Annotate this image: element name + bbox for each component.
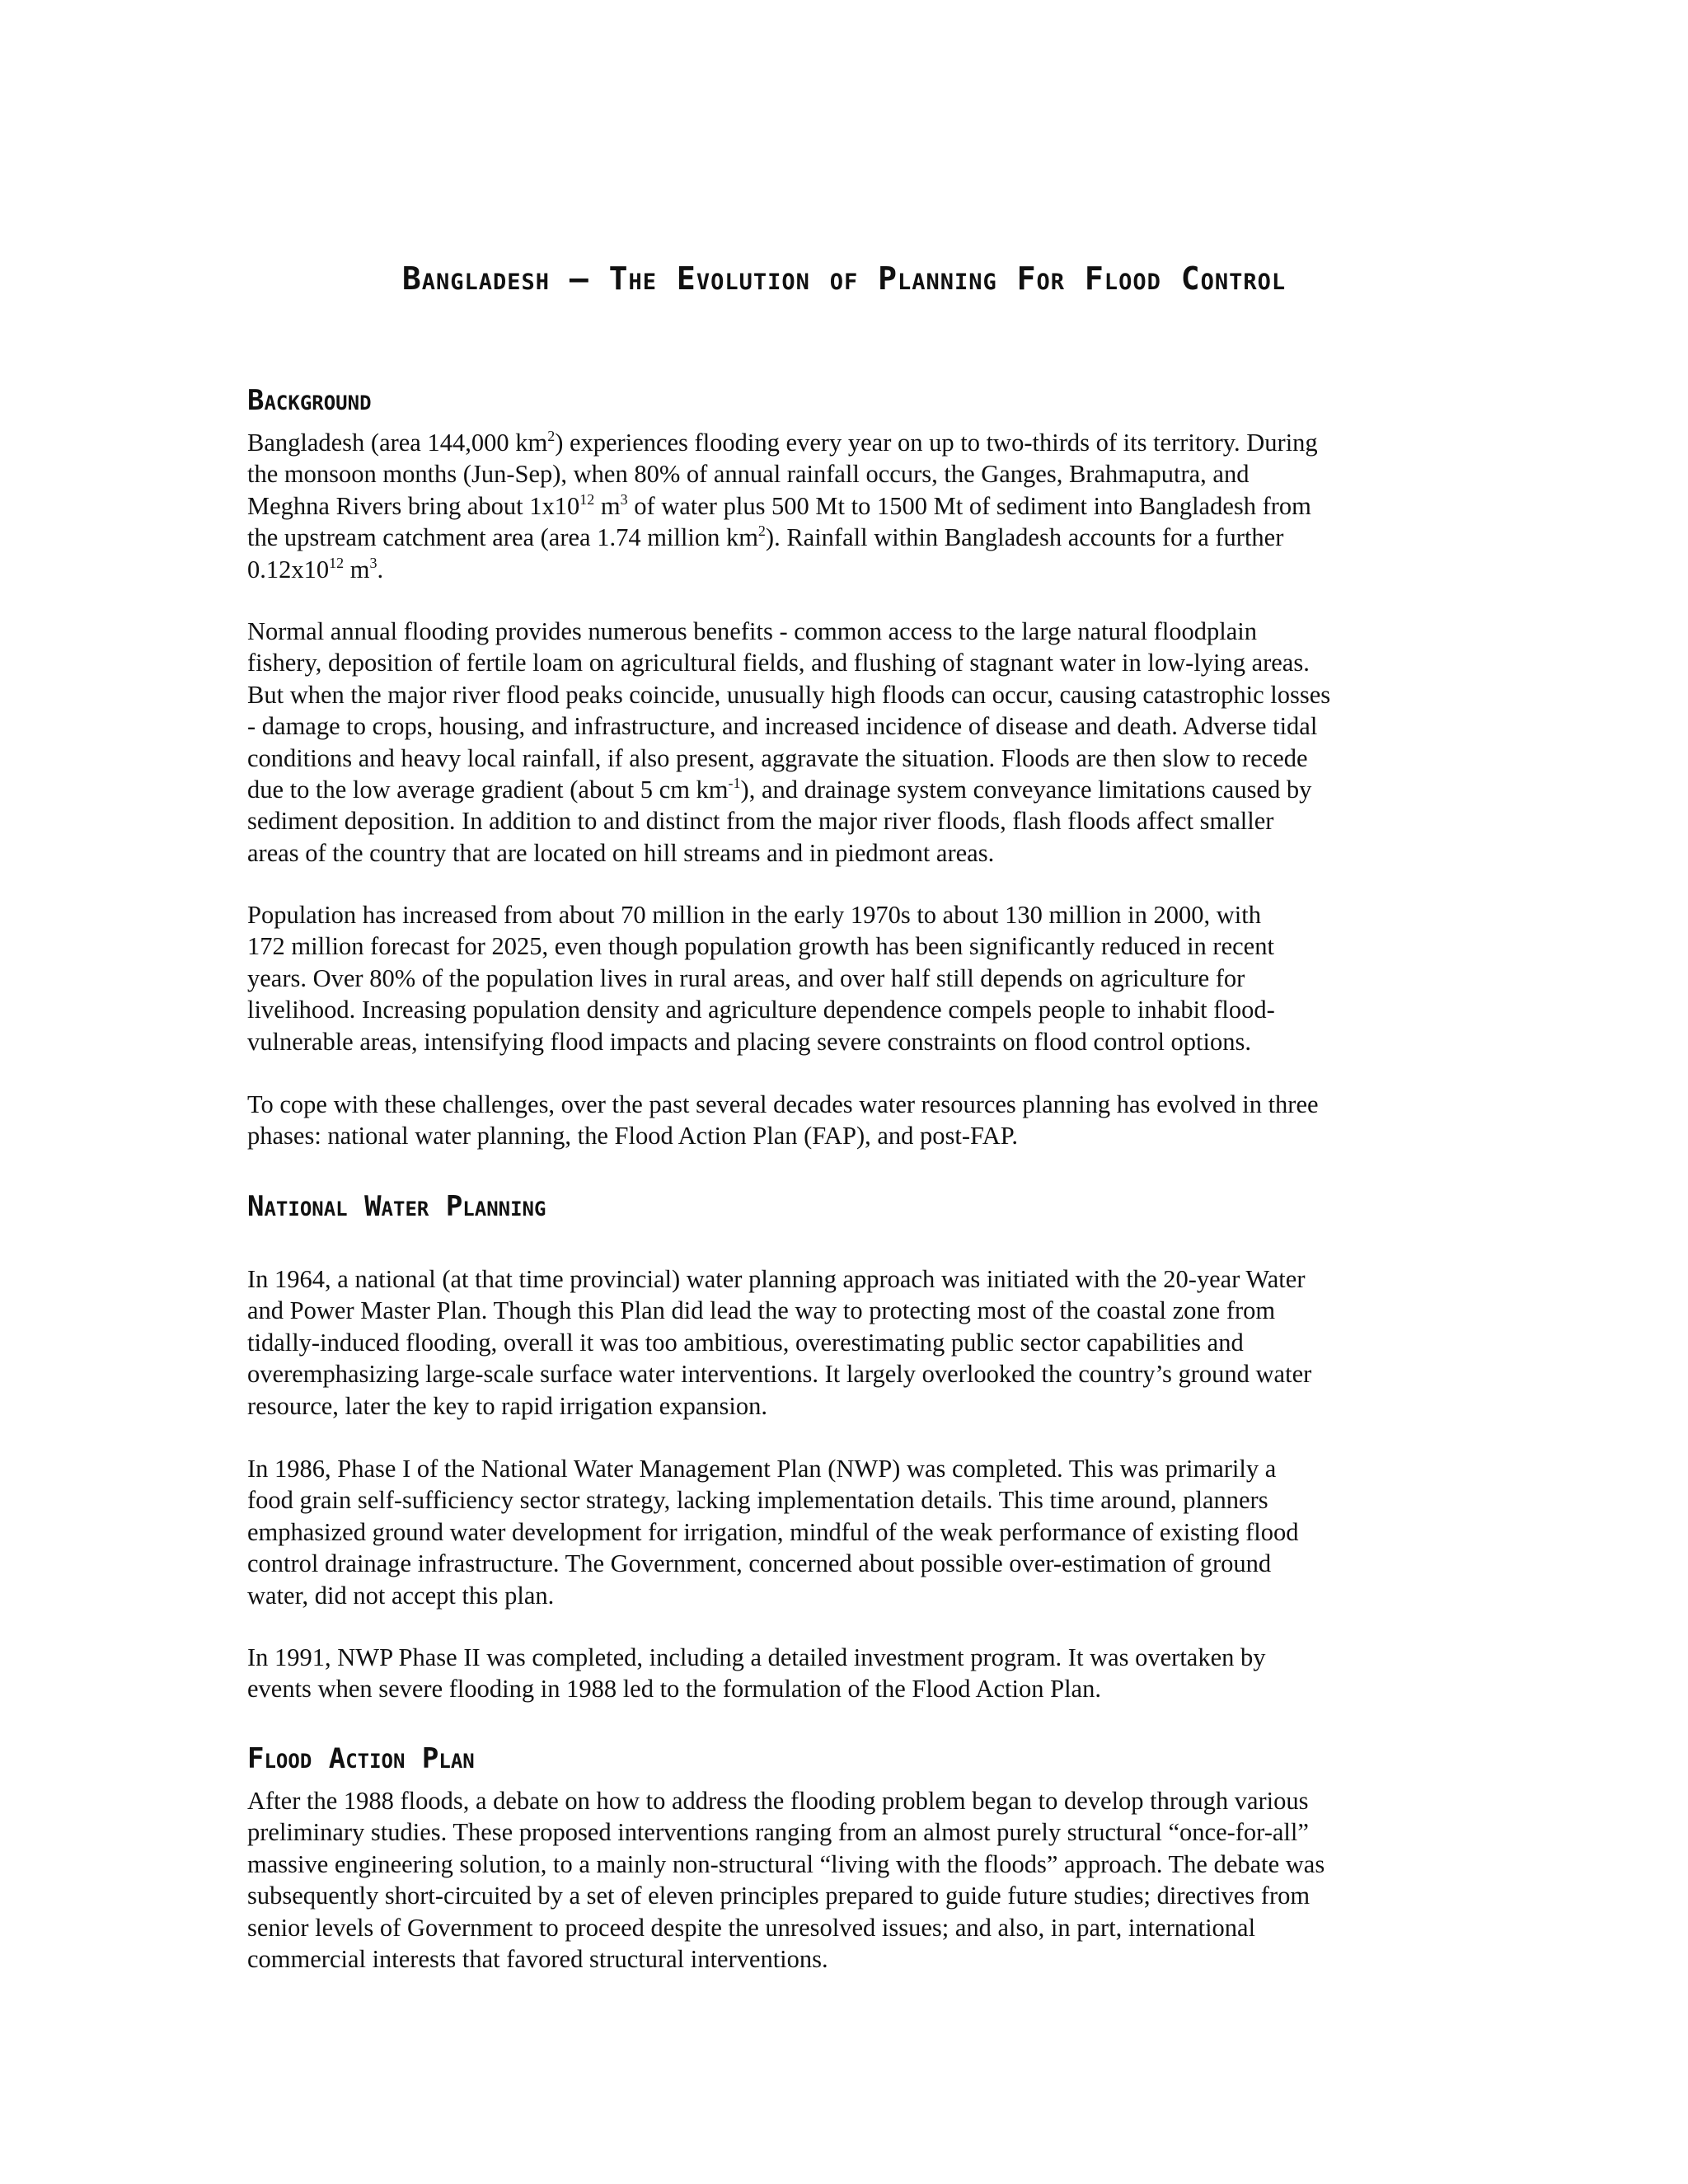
text-line: the upstream catchment area (area 1.74 million $km^2$). Rainfall within Bangladesh accounts for a further	[247, 523, 1284, 552]
text-line: In 1964, a national (at that time provincial) water planning approach was initiated with the 20-year Water	[247, 1265, 1306, 1293]
text-line: tidally-induced flooding, overall it was too ambitious, overestimating public sector capabilities and	[247, 1328, 1244, 1357]
page-title: Bangladesh – The Evolution of Planning For Flood Control	[401, 260, 1287, 297]
text-line: years. Over 80% of the population lives in rural areas, and over half still depends on agriculture for	[247, 963, 1245, 992]
paragraph-background-2	[247, 616, 1451, 869]
text-line: massive engineering solution, to a mainly non-structural “living with the floods” approach. The debate was	[247, 1849, 1325, 1878]
text-line: resource, later the key to rapid irrigation expansion.	[247, 1391, 767, 1420]
heading-national-water-planning: National Water Planning	[247, 1190, 546, 1223]
text-line: sediment deposition. In addition to and distinct from the major river floods, flash floods affect smaller	[247, 807, 1274, 836]
text-line: the monsoon months (Jun-Sep), when 80% of annual rainfall occurs, the Ganges, Brahmaputra, and	[247, 460, 1250, 489]
text-line: To cope with these challenges, over the past several decades water resources planning has evolved in three	[247, 1090, 1319, 1118]
text-line: livelihood. Increasing population density and agriculture dependence compels people to inhabit flood-	[247, 996, 1275, 1024]
text-line: senior levels of Government to proceed despite the unresolved issues; and also, in part, international	[247, 1913, 1256, 1942]
text-line: Meghna Rivers bring about $1x10^{12}$ $m^3$ of water plus 500 Mt to 1500 Mt of sediment into Bangladesh from	[247, 490, 1311, 520]
text-line: overemphasizing large-scale surface water interventions. It largely overlooked the country’s ground water	[247, 1360, 1312, 1389]
text-line: subsequently short-circuited by a set of eleven principles prepared to guide future studies; directives from	[247, 1882, 1311, 1910]
paragraph-fap-1	[247, 1785, 1451, 1975]
text-line: In 1991, NWP Phase II was completed, including a detailed investment program. It was overtaken by	[247, 1643, 1266, 1671]
paragraph-background-4	[247, 1089, 1451, 1152]
paragraph-nwp-2	[247, 1453, 1451, 1611]
text-line: $0.12x10^{12}$ $m^3$.	[247, 554, 384, 583]
text-line: phases: national water planning, the Flood Action Plan (FAP), and post-FAP.	[247, 1122, 1018, 1151]
text-line: vulnerable areas, intensifying flood impacts and placing severe constraints on flood control options.	[247, 1027, 1251, 1056]
text-line: due to the low average gradient (about 5 cm $km^{-1}$), and drainage system conveyance limitations caused by	[247, 775, 1312, 804]
text-line: But when the major river flood peaks coincide, unusually high floods can occur, causing catastrophic losses	[247, 680, 1331, 709]
text-line: food grain self-sufficiency sector strategy, lacking implementation details. This time around, planners	[247, 1486, 1268, 1515]
heading-background: Background	[247, 384, 372, 417]
text-line: areas of the country that are located on hill streams and in piedmont areas.	[247, 838, 995, 867]
text-line: fishery, deposition of fertile loam on agricultural fields, and flushing of stagnant water in low-lying areas.	[247, 649, 1310, 677]
paragraph-background-1	[247, 427, 1451, 585]
text-line: In 1986, Phase I of the National Water Management Plan (NWP) was completed. This was primarily a	[247, 1455, 1277, 1483]
text-line: emphasized ground water development for irrigation, mindful of the weak performance of existing flood	[247, 1517, 1299, 1546]
text-line: Bangladesh (area 144,000 $km^2$) experiences flooding every year on up to two-thirds of its territory. During	[247, 428, 1318, 457]
text-line: commercial interests that favored structural interventions.	[247, 1945, 828, 1974]
text-line: After the 1988 floods, a debate on how to address the flooding problem began to develop through various	[247, 1787, 1309, 1815]
text-line: - damage to crops, housing, and infrastructure, and increased incidence of disease and death. Adverse tidal	[247, 712, 1318, 741]
text-line: water, did not accept this plan.	[247, 1581, 555, 1610]
text-line: conditions and heavy local rainfall, if also present, aggravate the situation. Floods are then slow to recede	[247, 743, 1308, 772]
text-line: Normal annual flooding provides numerous benefits - common access to the large natural floodplain	[247, 617, 1258, 645]
text-line: preliminary studies. These proposed interventions ranging from an almost purely structural “once-for-all”	[247, 1818, 1309, 1847]
text-line: Population has increased from about 70 million in the early 1970s to about 130 million in 2000, with	[247, 901, 1262, 929]
heading-flood-action-plan: Flood Action Plan	[247, 1742, 475, 1775]
text-line: and Power Master Plan. Though this Plan did lead the way to protecting most of the coastal zone from	[247, 1296, 1276, 1325]
text-line: events when severe flooding in 1988 led to the formulation of the Flood Action Plan.	[247, 1675, 1101, 1704]
text-line: control drainage infrastructure. The Government, concerned about possible over-estimation of ground	[247, 1549, 1272, 1578]
text-line: 172 million forecast for 2025, even though population growth has been significantly reduced in recent	[247, 932, 1274, 961]
paragraph-background-3	[247, 899, 1451, 1057]
paragraph-nwp-1	[247, 1263, 1451, 1422]
paragraph-nwp-3	[247, 1642, 1451, 1705]
